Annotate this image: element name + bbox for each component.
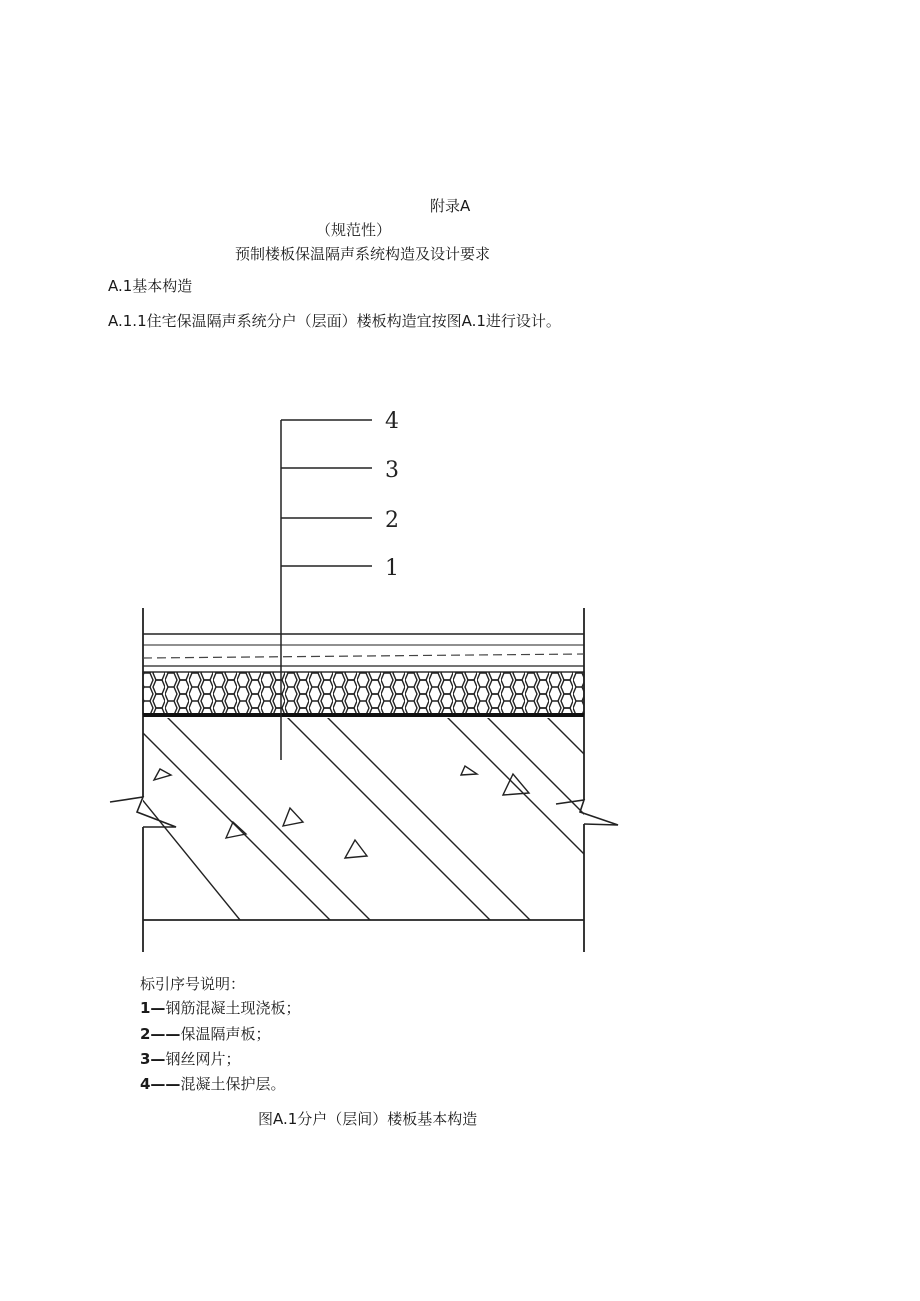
legend-item <box>140 1025 270 1043</box>
legend-number: 2—— <box>140 1025 181 1043</box>
layer-concrete-slab <box>100 690 750 920</box>
legend-item <box>140 999 300 1017</box>
legend-item <box>140 1050 240 1068</box>
layer-insulation-board <box>143 672 584 714</box>
callout-2: 2 <box>385 508 399 533</box>
break-mark-right <box>556 800 618 825</box>
legend-text: 保温隔声板； <box>180 1025 271 1043</box>
section-heading-a1: A.1基本构造 <box>108 277 193 295</box>
figure-caption: 图A.1分户（层间）楼板基本构造 <box>258 1110 478 1128</box>
normative-note: （规范性） <box>316 221 392 239</box>
aggregate-triangles <box>154 766 529 858</box>
legend-text: 混凝土保护层。 <box>180 1075 286 1093</box>
legend-text: 钢筋混凝土现浇板； <box>165 999 301 1017</box>
legend-item <box>140 1075 285 1093</box>
clause-a1-1: A.1.1住宅保温隔声系统分户（层面）楼板构造宜按图A.1进行设计。 <box>108 312 561 330</box>
callout-3: 3 <box>385 458 399 483</box>
layer-concrete-protective <box>143 634 584 645</box>
appendix-heading: 附录A <box>430 197 471 215</box>
callout-1: 1 <box>385 556 399 581</box>
legend-title: 标引序号说明： <box>140 975 246 993</box>
legend-number: 3— <box>140 1050 166 1068</box>
legend-number: 1— <box>140 999 166 1017</box>
legend-number: 4—— <box>140 1075 181 1093</box>
layer-steel-wire-mesh <box>143 654 584 658</box>
appendix-title: 预制楼板保温隔声系统构造及设计要求 <box>235 245 491 263</box>
legend-text: 钢丝网片； <box>165 1050 241 1068</box>
callout-4: 4 <box>385 409 399 434</box>
